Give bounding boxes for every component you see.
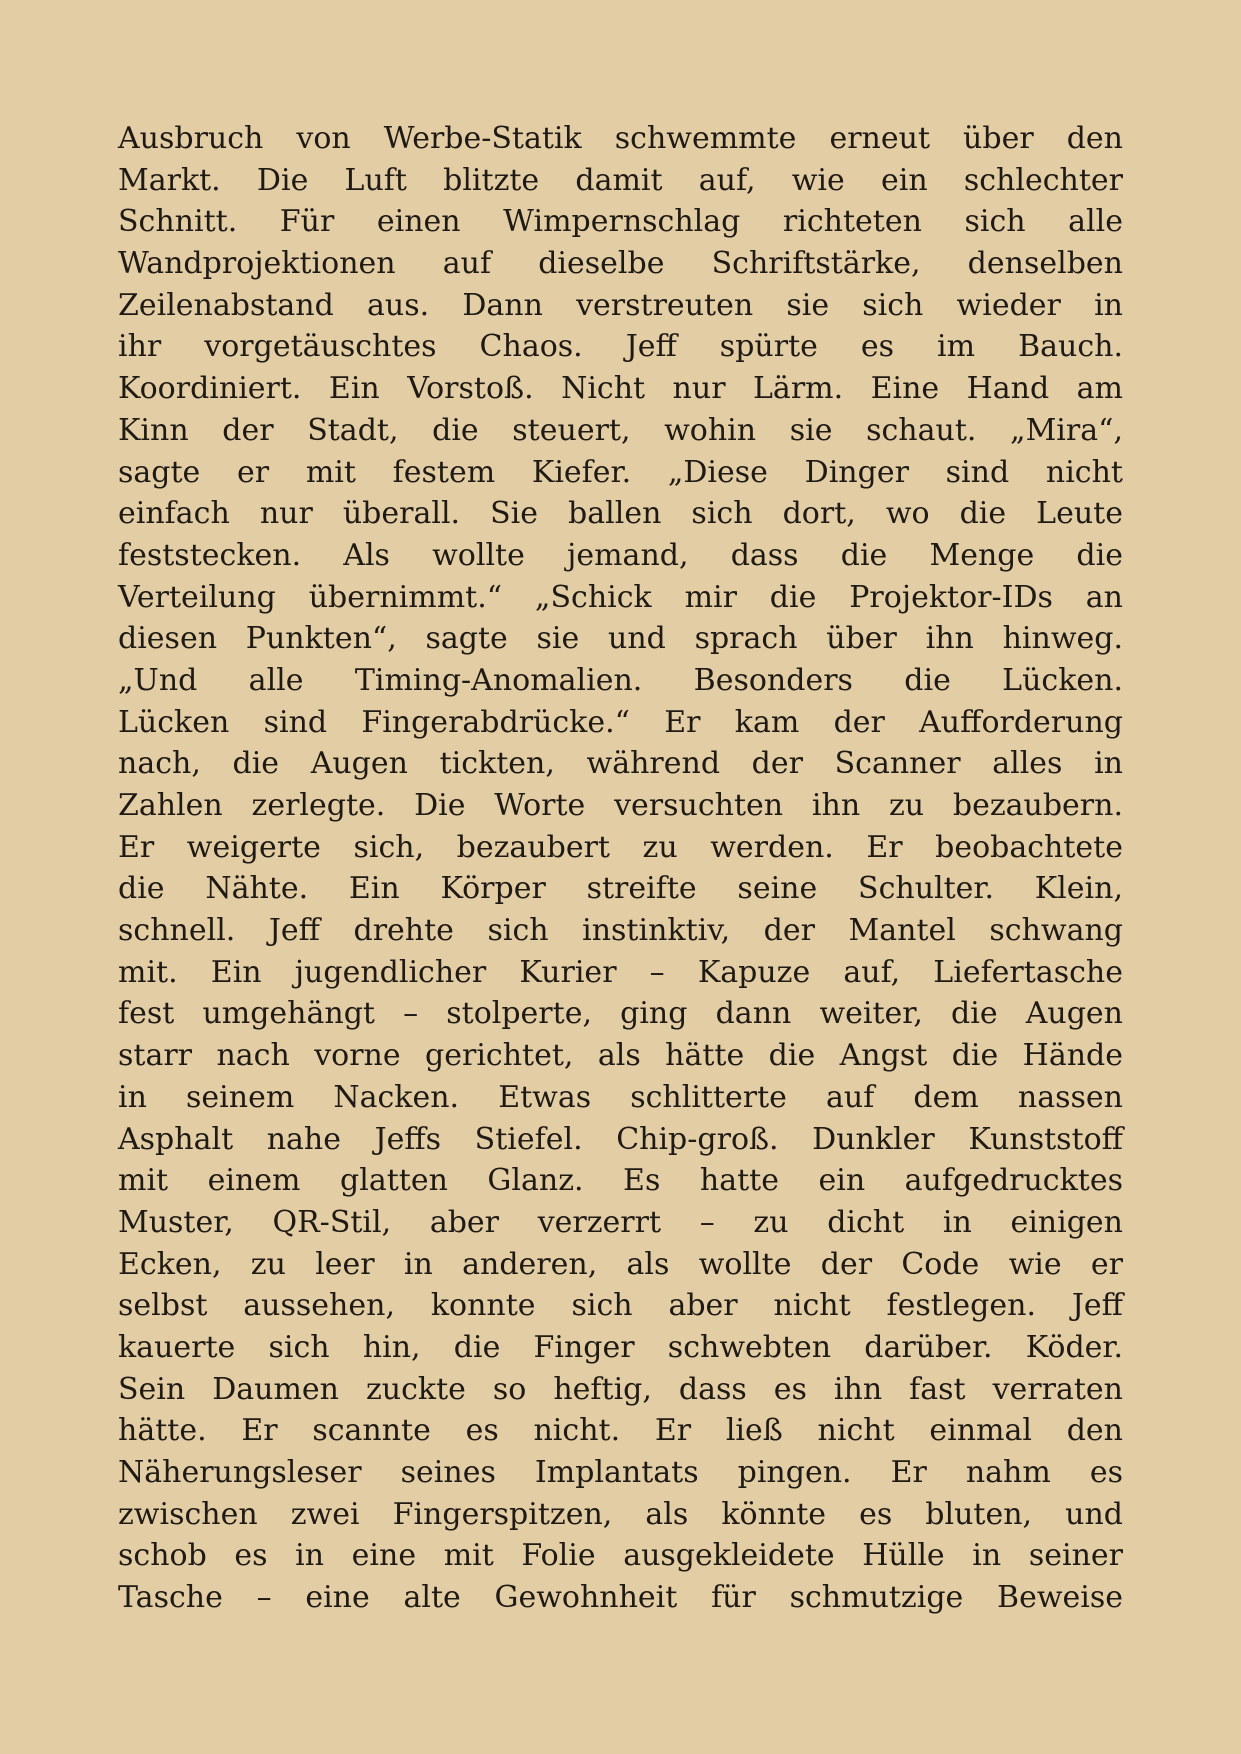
text-line-31: Sein Daumen zuckte so heftig, dass es ihn fast verraten (118, 1371, 1123, 1407)
text-line-24: in seinem Nacken. Etwas schlitterte auf dem nassen (118, 1079, 1123, 1115)
text-line-27: Muster, QR-Stil, aber verzerrt – zu dicht in einigen (118, 1204, 1123, 1240)
text-line-33: Näherungsleser seines Implantats pingen. Er nahm es (118, 1455, 1123, 1490)
text-line-20: schnell. Jeff drehte sich instinktiv, der Mantel schwang (118, 913, 1123, 949)
text-line-28: Ecken, zu leer in anderen, als wollte der Code wie er (118, 1246, 1123, 1282)
text-line-13: diesen Punkten“, sagte sie und sprach über ihn hinweg. (118, 621, 1123, 657)
text-line-22: fest umgehängt – stolperte, ging dann weiter, die Augen (118, 996, 1123, 1032)
body-paragraph (118, 118, 1123, 1619)
text-line-12: Verteilung übernimmt.“ „Schick mir die Projektor-IDs an (118, 579, 1123, 615)
text-line-32: hätte. Er scannte es nicht. Er ließ nicht einmal den (118, 1413, 1123, 1449)
text-line-36: Tasche – eine alte Gewohnheit für schmutzige Beweise (118, 1580, 1123, 1616)
text-line-4: Wandprojektionen auf dieselbe Schriftstärke, denselben (118, 246, 1123, 282)
document-page (118, 118, 1123, 1619)
text-line-25: Asphalt nahe Jeffs Stiefel. Chip-groß. Dunkler Kunststoff (118, 1121, 1123, 1157)
text-line-2: Markt. Die Luft blitzte damit auf, wie ein schlechter (118, 162, 1123, 198)
text-line-30: kauerte sich hin, die Finger schwebten darüber. Köder. (118, 1329, 1123, 1365)
text-line-8: Kinn der Stadt, die steuert, wohin sie schaut. „Mira“, (118, 412, 1123, 448)
text-line-11: feststecken. Als wollte jemand, dass die Menge die (118, 537, 1123, 573)
text-line-6: ihr vorgetäuschtes Chaos. Jeff spürte es im Bauch. (118, 329, 1123, 365)
text-line-19: die Nähte. Ein Körper streifte seine Schulter. Klein, (118, 871, 1123, 907)
text-line-5: Zeilenabstand aus. Dann verstreuten sie sich wieder in (118, 287, 1123, 323)
text-line-9: sagte er mit festem Kiefer. „Diese Dinger sind nicht (118, 454, 1123, 490)
text-line-29: selbst aussehen, konnte sich aber nicht festlegen. Jeff (118, 1288, 1123, 1324)
text-line-3: Schnitt. Für einen Wimpernschlag richteten sich alle (118, 204, 1123, 240)
text-line-10: einfach nur überall. Sie ballen sich dort, wo die Leute (118, 496, 1123, 532)
text-line-18: Er weigerte sich, bezaubert zu werden. Er beobachtete (118, 829, 1123, 865)
text-line-1: Ausbruch von Werbe-Statik schwemmte erneut über den (118, 121, 1123, 156)
text-line-26: mit einem glatten Glanz. Es hatte ein aufgedrucktes (118, 1163, 1123, 1199)
text-line-21: mit. Ein jugendlicher Kurier – Kapuze auf, Liefertasche (118, 954, 1123, 990)
text-line-14: „Und alle Timing-Anomalien. Besonders die Lücken. (118, 662, 1123, 698)
text-line-15: Lücken sind Fingerabdrücke.“ Er kam der Aufforderung (118, 704, 1123, 740)
text-line-17: Zahlen zerlegte. Die Worte versuchten ihn zu bezaubern. (118, 788, 1123, 823)
text-line-34: zwischen zwei Fingerspitzen, als könnte es bluten, und (118, 1496, 1123, 1532)
text-line-7: Koordiniert. Ein Vorstoß. Nicht nur Lärm. Eine Hand am (118, 371, 1123, 407)
text-line-16: nach, die Augen tickten, während der Scanner alles in (118, 746, 1123, 782)
text-line-35: schob es in eine mit Folie ausgekleidete Hülle in seiner (118, 1538, 1123, 1574)
text-line-23: starr nach vorne gerichtet, als hätte die Angst die Hände (118, 1038, 1123, 1074)
